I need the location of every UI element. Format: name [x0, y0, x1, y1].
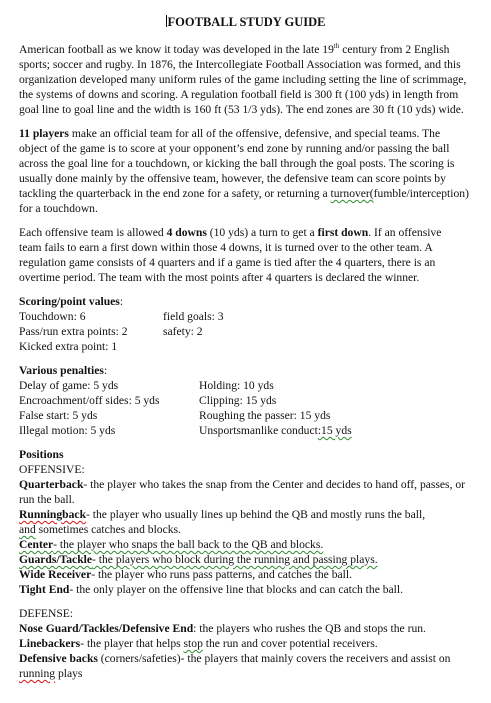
offensive-heading: OFFENSIVE: — [19, 463, 85, 476]
scoring-right-2: safety: 2 — [163, 325, 203, 338]
intro-line-4: the systems of downs and scoring. A regulation football field is 300 ft (100 yds) in length from — [19, 88, 459, 101]
penalty-left-1: Delay of game: 5 yds — [19, 379, 119, 392]
scoring-right-1: field goals: 3 — [163, 310, 224, 323]
players-line-3: across the goal line for a touchdown, or kicking the ball through the goal posts. The scoring is — [19, 157, 455, 170]
players-line-6: for a touchdown. — [19, 202, 98, 215]
rb-line-2: and sometimes catches and blocks. — [19, 523, 181, 536]
wr-line: Wide Receiver- the player who runs pass patterns, and catches the ball. — [19, 568, 352, 581]
positions-heading: Positions — [19, 448, 64, 461]
penalty-left-2: Encroachment/off sides: 5 yds — [19, 394, 160, 407]
penalty-right-4: Unsportsmanlike conduct:15 yds — [199, 424, 352, 437]
penalties-heading: Various penalties: — [19, 364, 108, 377]
db-line-2: running plays — [19, 667, 83, 680]
qb-line-2: run the ball. — [19, 493, 75, 506]
penalty-right-2: Clipping: 15 yds — [199, 394, 277, 407]
players-line-5: tackling the quarterback in the end zone for a safety, or returning a turnover(fumble/interception) — [19, 187, 469, 200]
text-cursor — [166, 15, 167, 27]
intro-line-3: organization developed many uniform rules of the game including setting the line of scrimmage, — [19, 73, 467, 86]
downs-line-4: overtime period. The team with the most points after 4 quarters is declared the winner. — [19, 271, 420, 284]
penalty-left-3: False start: 5 yds — [19, 409, 98, 422]
scoring-left-2: Pass/run extra points: 2 — [19, 325, 128, 338]
downs-line-3: regulation game consists of 4 quarters and if a game is tied after the 4 quarters, there is an — [19, 256, 436, 269]
scoring-heading: Scoring/point values: — [19, 295, 124, 308]
qb-line-1: Quarterback- the player who takes the snap from the Center and decides to hand off, passes, or — [19, 478, 466, 491]
rb-line-1: Runningback- the player who usually lines up behind the QB and mostly runs the ball, — [19, 508, 426, 521]
lb-line: Linebackers- the player that helps stop the run and cover potential receivers. — [19, 637, 378, 650]
scoring-left-1: Touchdown: 6 — [19, 310, 86, 323]
intro-line-5: goal line to goal line and the width is 160 ft (53 1/3 yds). The end zones are 30 ft (10 yds) wide. — [19, 103, 464, 116]
players-line-1: 11 players make an official team for all of the offensive, defensive, and special teams. The — [19, 127, 441, 140]
penalty-right-1: Holding: 10 yds — [199, 379, 274, 392]
penalty-left-4: Illegal motion: 5 yds — [19, 424, 116, 437]
center-line: Center- the player who snaps the ball back to the QB and blocks. — [19, 538, 324, 551]
penalty-right-3: Roughing the passer: 15 yds — [199, 409, 331, 422]
te-line: Tight End- the only player on the offensive line that blocks and can catch the ball. — [19, 583, 404, 596]
intro-line-1: American football as we know it today was developed in the late 19th century from 2 English — [19, 42, 450, 56]
ng-line: Nose Guard/Tackles/Defensive End: the players who rushes the QB and stops the run. — [19, 622, 426, 635]
players-line-2: object of the game is to score at your opponent’s end zone by running and/or passing the ball — [19, 142, 450, 155]
intro-line-2: sports; soccer and rugby. In 1876, the Intercollegiate Football Association was formed, and this — [19, 58, 461, 71]
defense-heading: DEFENSE: — [19, 607, 74, 620]
players-line-4: usually done mainly by the offensive team, however, the defensive team can score points by — [19, 172, 446, 185]
guards-line: Guards/Tackle- the players who block during the running and passing plays. — [19, 553, 378, 566]
db-line-1: Defensive backs (corners/safeties)- the players that mainly covers the receivers and assist on — [19, 652, 451, 665]
downs-line-1: Each offensive team is allowed 4 downs (10 yds) a turn to get a first down. If an offensive — [19, 226, 442, 239]
downs-line-2: team fails to earn a first down within those 4 downs, it is turned over to the other team. A — [19, 241, 433, 254]
page-title: FOOTBALL STUDY GUIDE — [167, 15, 326, 29]
scoring-left-3: Kicked extra point: 1 — [19, 340, 118, 353]
